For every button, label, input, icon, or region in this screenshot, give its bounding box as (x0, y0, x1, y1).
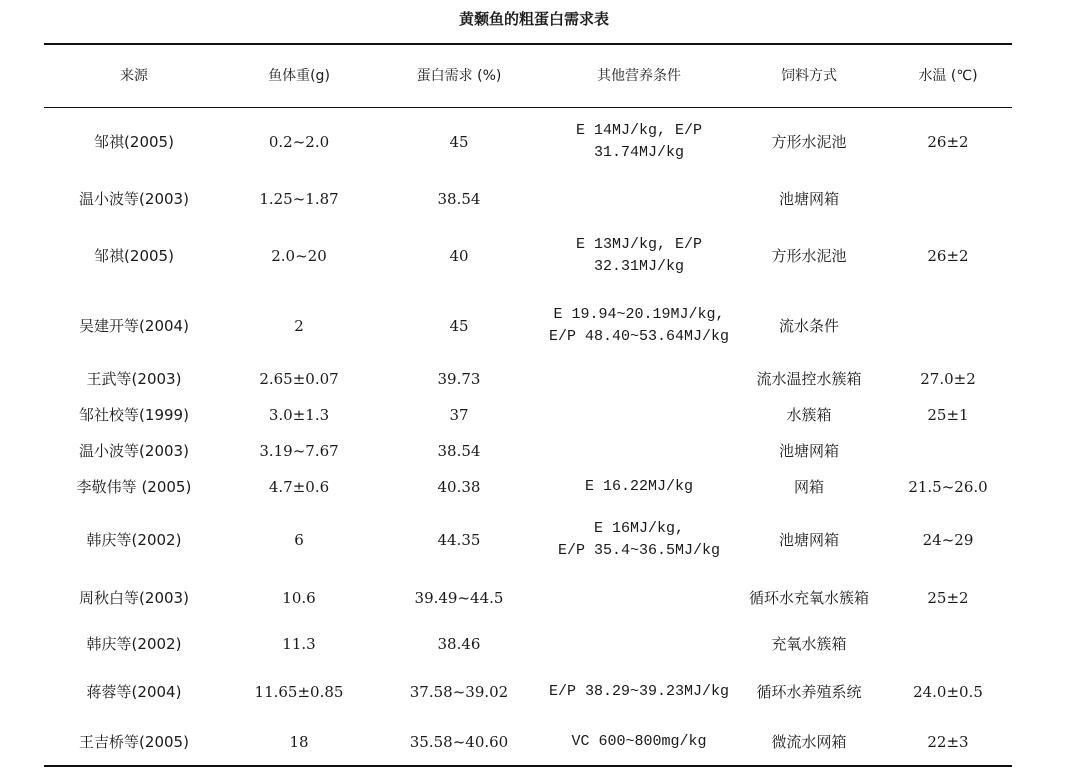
cell-protein: 39.49~44.5 (414, 589, 504, 607)
table-title: 黄颡鱼的粗蛋白需求表 (458, 10, 609, 28)
cell-weight: 11.65±0.85 (254, 682, 344, 701)
header-nutrition: 其他营养条件 (597, 68, 681, 84)
cell-weight: 11.3 (282, 635, 316, 653)
cell-nutrition (544, 621, 734, 667)
cell-protein: 38.54 (437, 442, 481, 460)
cell-feeding: 池塘网箱 (778, 531, 839, 549)
cell-protein: 37.58~39.02 (409, 682, 509, 701)
cell-weight: 2.65±0.07 (259, 370, 339, 388)
cell-temp: 27.0±2 (920, 370, 976, 388)
cell-temp (884, 291, 1012, 361)
cell-protein: 40 (449, 247, 469, 265)
nutrition-line: E/P 35.4~36.5MJ/kg (557, 542, 721, 559)
cell-weight: 2 (294, 317, 304, 335)
table-body (44, 107, 1012, 767)
cell-temp (884, 177, 1012, 221)
cell-protein: 40.38 (437, 478, 481, 496)
cell-nutrition (544, 291, 734, 361)
cell-feeding: 网箱 (793, 478, 824, 496)
cell-protein: 38.54 (437, 190, 481, 208)
table-row (44, 291, 1012, 361)
cell-temp: 24~29 (922, 531, 974, 549)
nutrition-line: E 13MJ/kg, E/P (575, 236, 703, 253)
cell-weight: 4.7±0.6 (268, 478, 330, 496)
nutrition-line: E/P 48.40~53.64MJ/kg (548, 328, 730, 345)
cell-source: 邹社校等(1999) (79, 406, 189, 424)
nutrition-line: 31.74MJ/kg (593, 144, 684, 161)
table-row (44, 397, 1012, 433)
header-protein: 蛋白需求 (%) (416, 68, 502, 84)
cell-source: 邹祺(2005) (94, 133, 174, 151)
cell-feeding: 方形水泥池 (771, 247, 847, 265)
cell-protein: 45 (449, 317, 469, 335)
table-row (44, 716, 1012, 767)
cell-temp: 25±1 (927, 406, 969, 424)
cell-source: 王武等(2003) (86, 370, 182, 388)
cell-weight: 6 (294, 531, 304, 549)
cell-weight: 10.6 (282, 589, 316, 607)
cell-temp (884, 433, 1012, 469)
cell-weight: 0.2~2.0 (268, 133, 330, 151)
cell-feeding: 方形水泥池 (771, 133, 847, 151)
nutrition-line: E 19.94~20.19MJ/kg, (553, 306, 725, 323)
nutrition-line: VC 600~800mg/kg (571, 732, 707, 750)
cell-weight: 2.0~20 (271, 247, 327, 265)
cell-temp: 22±3 (927, 732, 969, 751)
nutrition-line: E/P 38.29~39.23MJ/kg (548, 682, 730, 700)
cell-temp: 21.5~26.0 (908, 478, 988, 496)
table-row (44, 621, 1012, 667)
cell-nutrition (544, 433, 734, 469)
cell-nutrition (544, 361, 734, 397)
cell-temp: 26±2 (927, 133, 969, 151)
cell-feeding: 池塘网箱 (778, 442, 839, 460)
cell-feeding: 水簇箱 (786, 406, 832, 424)
cell-temp: 24.0±0.5 (913, 682, 983, 701)
cell-source: 韩庆等(2002) (86, 635, 182, 653)
cell-nutrition (544, 397, 734, 433)
cell-protein: 44.35 (437, 531, 481, 549)
cell-nutrition (544, 505, 734, 575)
cell-temp: 25±2 (927, 589, 969, 607)
cell-nutrition (544, 716, 734, 767)
nutrition-line: 32.31MJ/kg (593, 258, 684, 275)
table-row (44, 667, 1012, 716)
cell-source: 韩庆等(2002) (86, 531, 182, 549)
header-row (44, 45, 1012, 107)
protein-requirement-table (44, 45, 1012, 767)
header-weight: 鱼体重(g) (268, 68, 330, 84)
cell-feeding: 池塘网箱 (778, 190, 839, 208)
cell-source: 温小波等(2003) (79, 442, 189, 460)
cell-source: 邹祺(2005) (94, 247, 174, 265)
cell-feeding: 充氧水簇箱 (771, 635, 847, 653)
cell-weight: 1.25~1.87 (259, 190, 339, 208)
cell-protein: 37 (449, 406, 469, 424)
table-row (44, 361, 1012, 397)
table-row (44, 177, 1012, 221)
cell-nutrition (544, 667, 734, 716)
cell-nutrition (544, 177, 734, 221)
cell-protein: 35.58~40.60 (409, 732, 509, 751)
cell-source: 李敬伟等 (2005) (76, 478, 192, 496)
table-row (44, 221, 1012, 291)
cell-nutrition (544, 107, 734, 177)
nutrition-line: E 14MJ/kg, E/P (575, 122, 703, 139)
table-row (44, 469, 1012, 505)
cell-protein: 38.46 (437, 635, 481, 653)
cell-source: 周秋白等(2003) (79, 589, 189, 607)
header-feeding: 饲料方式 (781, 68, 837, 84)
cell-feeding: 循环水养殖系统 (756, 682, 862, 701)
cell-nutrition (544, 469, 734, 505)
table-row (44, 575, 1012, 621)
nutrition-line: E 16.22MJ/kg (584, 478, 694, 495)
cell-feeding: 流水温控水簇箱 (756, 370, 862, 388)
cell-source: 吴建开等(2004) (79, 317, 189, 335)
cell-feeding: 流水条件 (778, 317, 839, 335)
nutrition-line: E 16MJ/kg, (593, 520, 684, 537)
cell-feeding: 微流水网箱 (771, 732, 847, 751)
cell-protein: 39.73 (437, 370, 481, 388)
cell-source: 蒋蓉等(2004) (86, 682, 182, 701)
header-temp: 水温 (℃) (918, 68, 978, 84)
cell-source: 温小波等(2003) (79, 190, 189, 208)
cell-weight: 3.0±1.3 (268, 406, 330, 424)
cell-nutrition (544, 221, 734, 291)
cell-protein: 45 (449, 133, 469, 151)
cell-nutrition (544, 575, 734, 621)
cell-weight: 18 (289, 732, 309, 751)
table-row (44, 107, 1012, 177)
cell-temp: 26±2 (927, 247, 969, 265)
cell-weight: 3.19~7.67 (259, 442, 339, 460)
table-row (44, 433, 1012, 469)
cell-feeding: 循环水充氧水簇箱 (748, 589, 869, 607)
cell-source: 王吉桥等(2005) (79, 732, 189, 751)
cell-temp (884, 621, 1012, 667)
header-source: 来源 (120, 68, 148, 84)
table-row (44, 505, 1012, 575)
